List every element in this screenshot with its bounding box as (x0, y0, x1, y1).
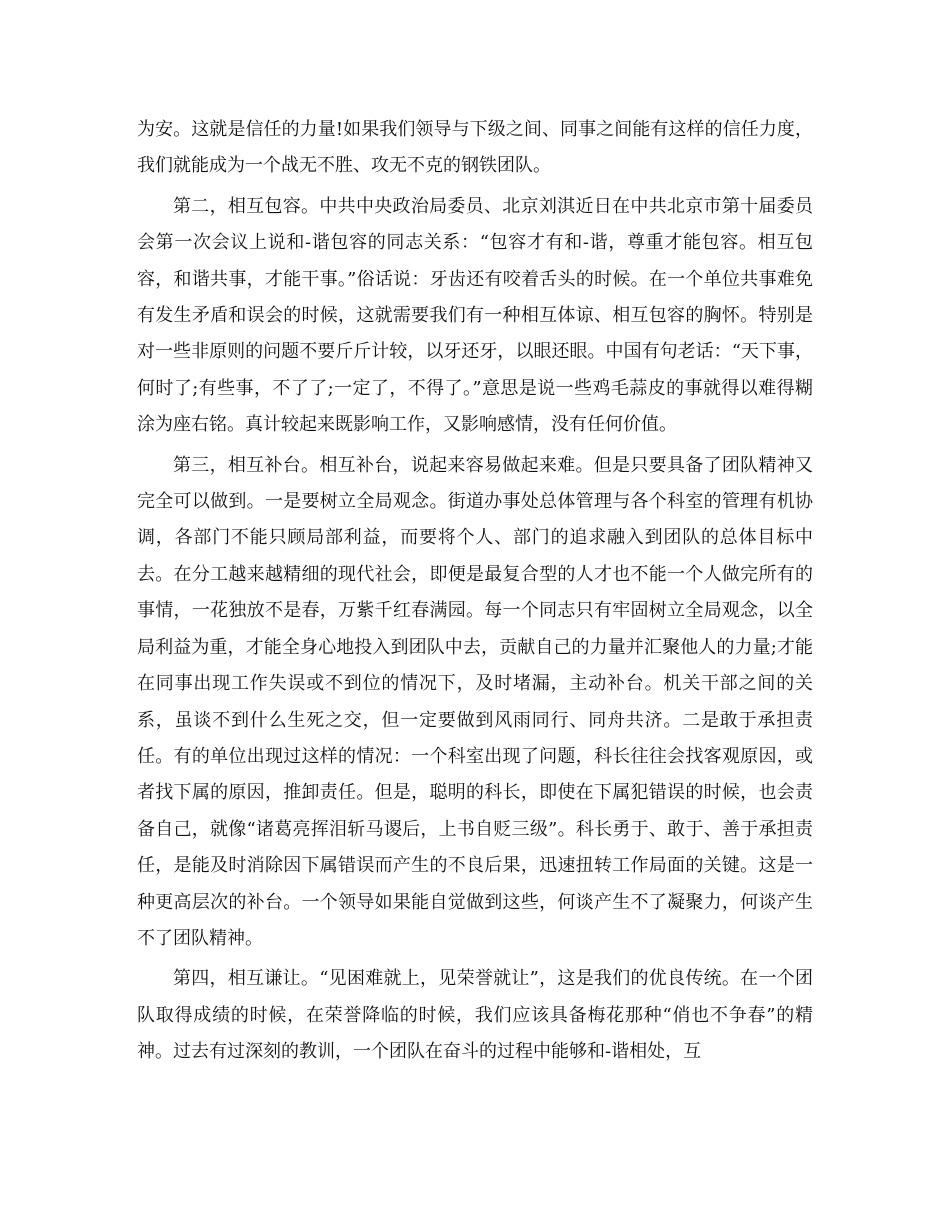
document-page (137, 112, 813, 1071)
paragraph-mutual-support: 第三，相互补台。相互补台，说起来容易做起来难。但是只要具备了团队精神又完全可以做到。一是要树立全局观念。街道办事处总体管理与各个科室的管理有机协调，各部门不能只顾局部利益，而要将个人、部门的追求融入到团队的总体目标中去。在分工越来越精细的现代社会，即便是最复合型的人才也不能一个人做完所有的事情，一花独放不是春，万紫千红春满园。每一个同志只有牢固树立全局观念，以全局利益为重，才能全身心地投入到团队中去，贡献自己的力量并汇聚他人的力量;才能在同事出现工作失误或不到位的情况下，及时堵漏，主动补台。机关干部之间的关系，虽谈不到什么生死之交，但一定要做到风雨同行、同舟共济。二是敢于承担责任。有的单位出现过这样的情况：一个科室出现了问题，科长往往会找客观原因，或者找下属的原因，推卸责任。但是，聪明的科长，即使在下属犯错误的时候，也会责备自己，就像“诸葛亮挥泪斩马谡后，上书自贬三级”。科长勇于、敢于、善于承担责任，是能及时消除因下属错误而产生的不良后果，迅速扭转工作局面的关键。这是一种更高层次的补台。一个领导如果能自觉做到这些，何谈产生不了凝聚力，何谈产生不了团队精神。 (137, 454, 813, 949)
paragraph-mutual-modesty: 第四，相互谦让。“见困难就上，见荣誉就让”，这是我们的优良传统。在一个团队取得成绩的时候，在荣誉降临的时候，我们应该具备梅花那种“俏也不争春”的精神。过去有过深刻的教训，一个团队在奋斗的过程中能够和-谐相处，互 (137, 968, 813, 1063)
paragraph-trust-continuation: 为安。这就是信任的力量!如果我们领导与下级之间、同事之间能有这样的信任力度，我们就能成为一个战无不胜、攻无不克的钢铁团队。 (137, 119, 813, 177)
paragraph-mutual-tolerance: 第二，相互包容。中共中央政治局委员、北京刘淇近日在中共北京市第十届委员会第一次会议上说和-谐包容的同志关系：“包容才有和-谐，尊重才能包容。相互包容，和谐共事，才能干事。”俗话说：牙齿还有咬着舌头的时候。在一个单位共事难免有发生矛盾和误会的时候，这就需要我们有一种相互体谅、相互包容的胸怀。特别是对一些非原则的问题不要斤斤计较，以牙还牙，以眼还眼。中国有句老话：“天下事，何时了;有些事，不了了;一定了，不得了。”意思是说一些鸡毛蒜皮的事就得以难得糊涂为座右铭。真计较起来既影响工作，又影响感情，没有任何价值。 (137, 195, 813, 436)
